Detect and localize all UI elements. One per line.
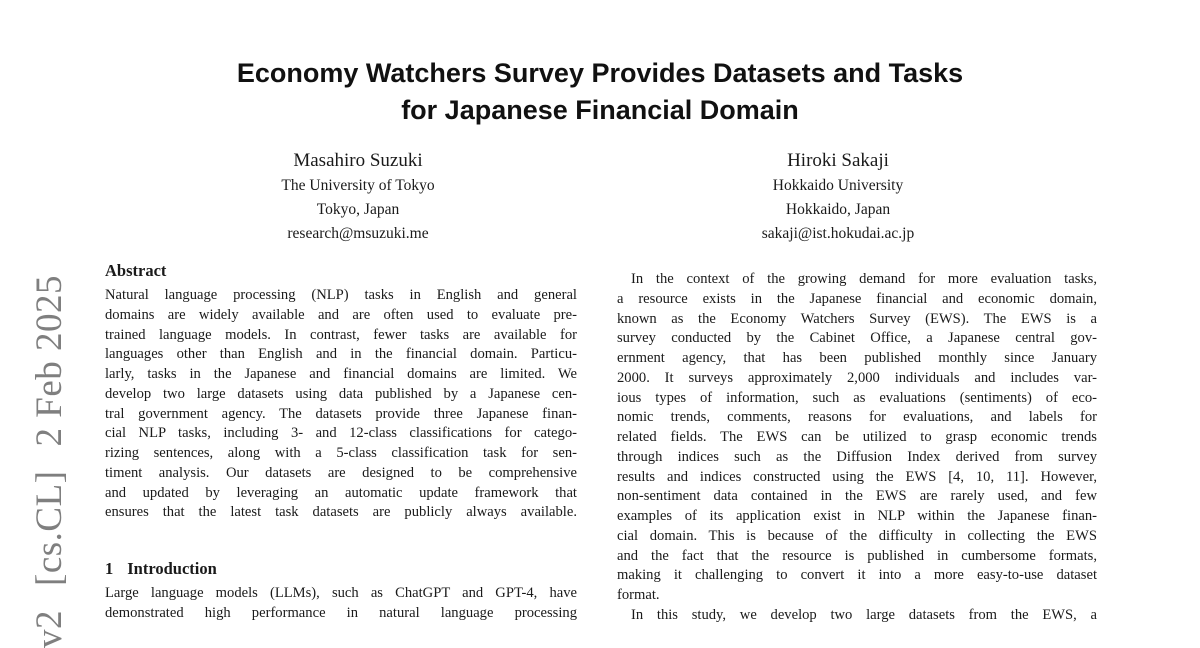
- author-block: [638, 148, 1038, 246]
- text-line: non-sentiment data contained in the EWS are rarely used, and few: [617, 488, 1097, 505]
- arxiv-date: 2 Feb 2025: [29, 275, 70, 447]
- text-line: rizing sentences, along with a 5-class classification task for sen-: [105, 445, 577, 461]
- text-line: cial NLP tasks, including 3- and 12-class classifications for catego-: [105, 425, 577, 442]
- text-line: 2000. It surveys approximately 2,000 individuals and includes var-: [617, 369, 1097, 386]
- arxiv-category: [cs.CL]: [29, 470, 70, 586]
- author-location: Hokkaido, Japan: [785, 201, 891, 218]
- section-title: Introduction: [127, 559, 217, 578]
- right-column: [617, 270, 1097, 626]
- text-line: domains are widely available and are often used to evaluate pre-: [105, 306, 577, 323]
- text-line: In this study, we develop two large datasets from the EWS, a: [631, 606, 1097, 623]
- text-line: a resource exists in the Japanese financial and economic domain,: [617, 290, 1097, 307]
- text-line: larly, tasks in the Japanese and financial domains are limited. We: [105, 366, 577, 382]
- title-line: Economy Watchers Survey Provides Datasets and Tasks: [236, 58, 964, 88]
- text-line: ious types of information, such as evaluations (sentiments) of eco-: [617, 389, 1097, 406]
- text-line: Natural language processing (NLP) tasks in English and general: [105, 287, 577, 303]
- author-location: Tokyo, Japan: [316, 201, 400, 218]
- arxiv-stamp: [28, 251, 72, 648]
- arxiv-version: v2: [29, 610, 70, 648]
- text-line: through indices such as the Diffusion Index derived from survey: [617, 448, 1097, 465]
- section-heading-introduction: [105, 558, 577, 580]
- text-line: develop two large datasets using data published by a Japanese cen-: [105, 385, 577, 402]
- text-line: In the context of the growing demand for more evaluation tasks,: [631, 271, 1097, 287]
- author-name: Masahiro Suzuki: [293, 150, 423, 171]
- text-line: timent analysis. Our datasets are designed to be comprehensive: [105, 464, 577, 481]
- text-line: nomic trends, comments, reasons for evaluations, and labels for: [617, 409, 1097, 426]
- section-number: 1: [105, 559, 114, 578]
- author-block: [158, 148, 558, 246]
- text-line: ensures that the latest task datasets are publicly always available.: [105, 504, 577, 521]
- abstract-body: [105, 286, 577, 523]
- text-line: examples of its application exist in NLP within the Japanese finan-: [617, 508, 1097, 524]
- text-line: Large language models (LLMs), such as ChatGPT and GPT-4, have: [105, 585, 577, 601]
- paragraph: [617, 606, 1097, 626]
- author-email: sakaji@ist.hokudai.ac.jp: [761, 225, 915, 242]
- text-line: results and indices constructed using the EWS [4, 10, 11]. However,: [617, 468, 1097, 485]
- text-line: languages other than English and in the financial domain. Particu-: [105, 346, 577, 363]
- text-line: and the fact that the resource is published in cumbersome formats,: [617, 547, 1097, 564]
- title-line: for Japanese Financial Domain: [401, 95, 799, 125]
- text-line: ernment agency, that has been published monthly since January: [617, 350, 1097, 366]
- paragraph: [617, 270, 1097, 606]
- text-line: survey conducted by the Cabinet Office, a Japanese central gov-: [617, 330, 1097, 347]
- paper-title: [0, 55, 1200, 129]
- text-line: making it challenging to convert it into a more easy-to-use dataset: [617, 567, 1097, 584]
- text-line: known as the Economy Watchers Survey (EWS). The EWS is a: [617, 310, 1097, 327]
- text-line: related fields. The EWS can be utilized to grasp economic trends: [617, 429, 1097, 445]
- text-line: tral government agency. The datasets provide three Japanese finan-: [105, 405, 577, 422]
- author-affiliation: Hokkaido University: [772, 177, 904, 194]
- text-line: demonstrated high performance in natural language processing: [105, 604, 577, 621]
- text-line: cial domain. This is because of the difficulty in collecting the EWS: [617, 527, 1097, 544]
- text-line: trained language models. In contrast, fewer tasks are available for: [105, 326, 577, 343]
- author-email: research@msuzuki.me: [287, 225, 429, 242]
- abstract-heading: Abstract: [105, 261, 167, 280]
- left-column: [105, 260, 577, 624]
- author-affiliation: The University of Tokyo: [281, 177, 435, 194]
- text-line: and updated by leveraging an automatic update framework that: [105, 484, 577, 501]
- author-name: Hiroki Sakaji: [787, 150, 889, 171]
- text-line: format.: [617, 587, 660, 603]
- introduction-body: [105, 584, 577, 624]
